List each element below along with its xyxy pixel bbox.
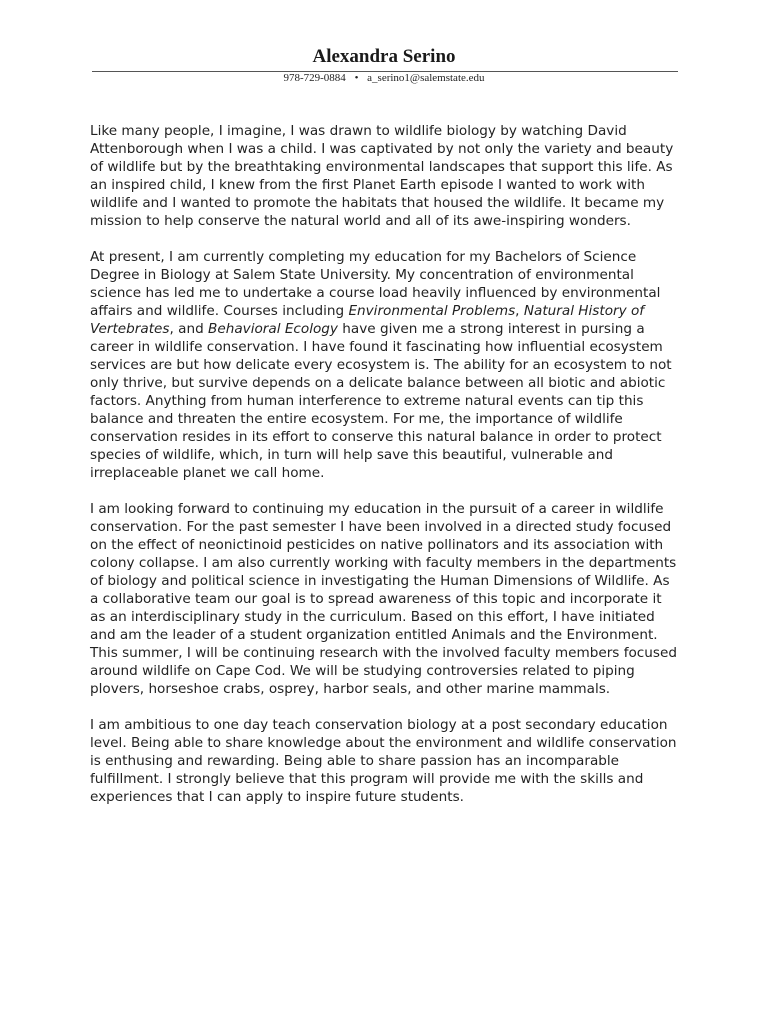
contact-separator: • <box>354 72 359 84</box>
contact-line <box>0 72 768 84</box>
paragraph-3: I am looking forward to continuing my education in the pursuit of a career in wildlife conservation. For the past semester I have been involved in a directed study focused on the effect of neonictinoid pesticides on native pollinators and its association with colony collapse. I am also currently working with faculty members in the departments of biology and political science in investigating the Human Dimensions of Wildlife. As a collaborative team our goal is to spread awareness of this topic and incorporate it as an interdisciplinary study in the curriculum. Based on this effort, I have initiated and am the leader of a student organization entitled Animals and the Environment. This summer, I will be continuing research with the involved faculty members focused around wildlife on Cape Cod. We will be studying controversies related to piping plovers, horseshoe crabs, osprey, harbor seals, and other marine mammals. <box>90 501 677 697</box>
course-natural-history: Natural History of Vertebrates <box>90 303 645 337</box>
paragraph-2 <box>90 248 680 482</box>
statement-body <box>90 122 680 824</box>
paragraph-2-text-a: At present, I am currently completing my education for my Bachelors of Science Degree in Biology at Salem State University. My concentration of environmental science has led me to undertake a course load heavily influenced by environmental affairs and wildlife. Courses including <box>90 249 661 319</box>
paragraph-4: I am ambitious to one day teach conservation biology at a post secondary education level. Being able to share knowledge about the environment and wildlife conservation is enthusing and rewarding. Being able to share passion has an incomparable fulfillment. I strongly believe that this program will provide me with the skills and experiences that I can apply to inspire future students. <box>90 717 677 805</box>
paragraph-2-text-b: have given me a strong interest in pursing a career in wildlife conservation. I have found it fascinating how influential ecosystem services are but how delicate every ecosystem is. The ability for an ecosystem to not only thrive, but survive depends on a delicate balance between all biotic and abiotic factors. Anything from human interference to extreme natural events can tip this balance and threaten the entire ecosystem. For me, the importance of wildlife conservation resides in its effort to conserve this natural balance in order to protect species of wildlife, which, in turn will help save this beautiful, vulnerable and irreplaceable planet we call home. <box>90 321 672 481</box>
phone-number: 978-729-0884 <box>283 72 346 84</box>
course-behavioral-ecology: Behavioral Ecology <box>208 321 338 337</box>
course-environmental-problems: Environmental Problems <box>348 303 516 319</box>
paragraph-2-comma: , <box>515 303 524 319</box>
paragraph-2-and: , and <box>169 321 209 337</box>
email-address: a_serino1@salemstate.edu <box>367 72 485 84</box>
author-name: Alexandra Serino <box>312 46 456 67</box>
paragraph-1: Like many people, I imagine, I was drawn to wildlife biology by watching David Attenborough when I was a child. I was captivated by not only the variety and beauty of wildlife but by the breathtaking environmental landscapes that support this life. As an inspired child, I knew from the first Planet Earth episode I wanted to work with wildlife and I wanted to promote the habitats that housed the wildlife. It became my mission to help conserve the natural world and all of its awe-inspiring wonders. <box>90 123 674 229</box>
